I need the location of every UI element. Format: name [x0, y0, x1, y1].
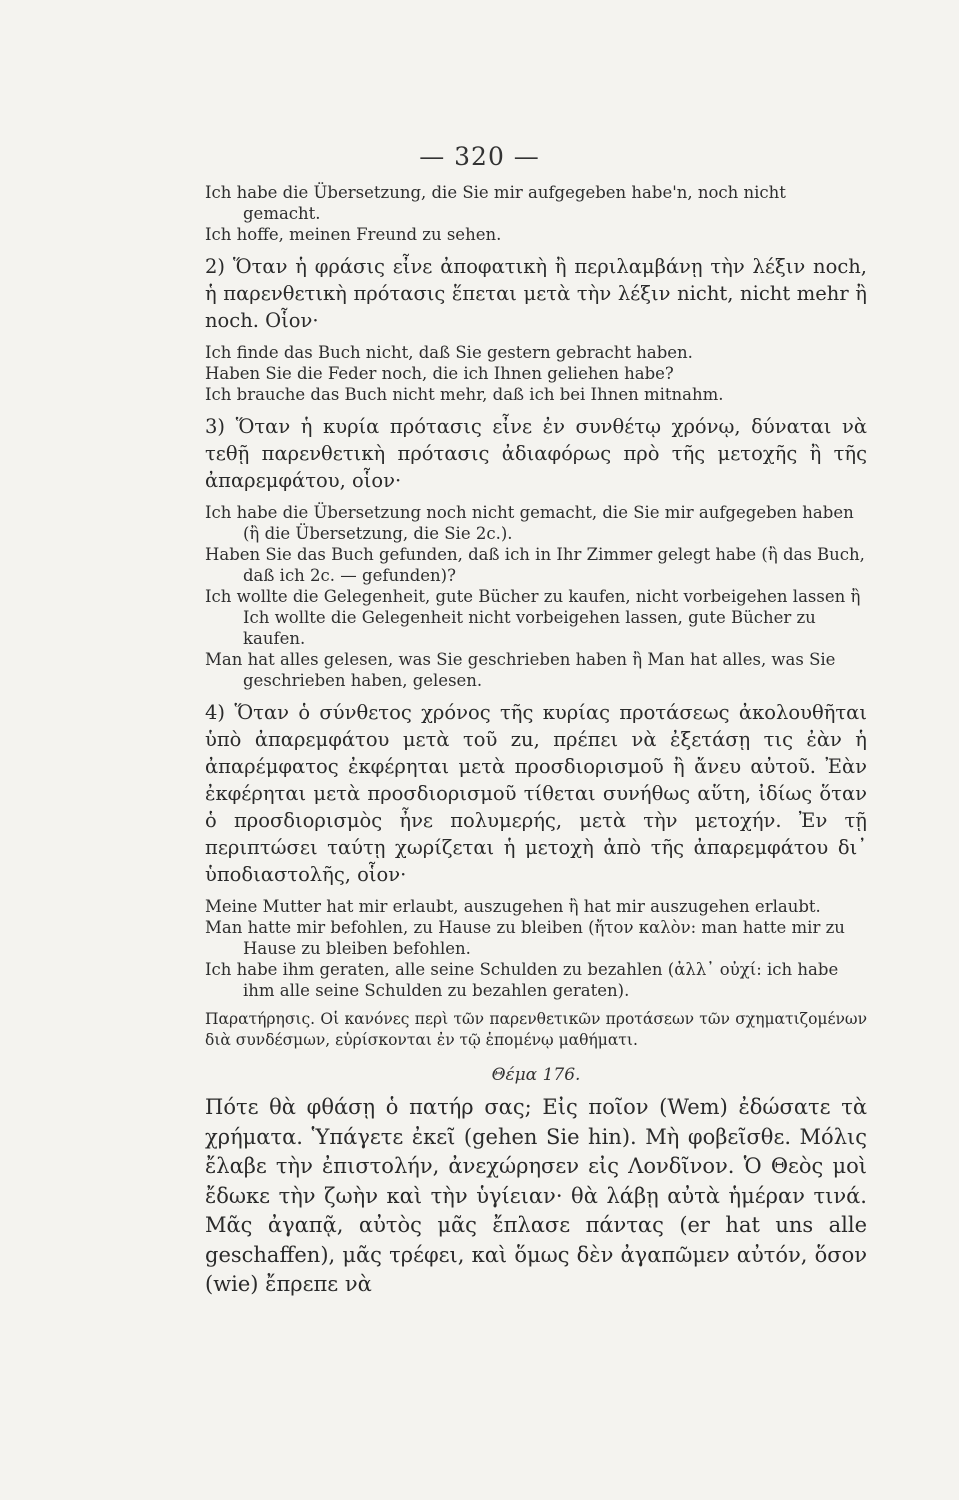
greek-rule-paragraph: 3) Ὅταν ἡ κυρία πρότασις εἶνε ἐν συνθέτῳ χρόνῳ, δύναται νὰ τεθῇ παρενθετικὴ πρότασις ἀδιαφόρως πρὸ τῆς μετοχῆς ἢ τῆς ἀπαρεμφάτου, οἷον· — [205, 415, 867, 492]
greek-rule-paragraph: 4) Ὅταν ὁ σύνθετος χρόνος τῆς κυρίας προτάσεως ἀκολουθῆται ὑπὸ ἀπαρεμφάτου μετὰ τοῦ zu, πρέπει νὰ ἐξετάσῃ τις ἐὰν ἡ ἀπαρέμφατος ἐκφέρηται μετὰ προσδιορισμοῦ ἢ ἄνευ αὐτοῦ. Ἐὰν ἐκφέρηται μετὰ προσδιορισμοῦ τίθεται συνήθως αὕτη, ἰδίως ὅταν ὁ προσδιορισμὸς ἦνε πολυμερής, μετὰ τὴν μετοχήν. Ἐν τῇ περιπτώσει ταύτῃ χωρίζεται ἡ μετοχὴ ἀπὸ τῆς ἀπαρεμφάτου δι᾽ ὑποδιαστολῆς, οἷον· — [205, 701, 867, 886]
remark-note: Παρατήρησις. Οἱ κανόνες περὶ τῶν παρενθετικῶν προτάσεων τῶν σχηματιζομένων διὰ συνδέσμων, εὑρίσκονται ἐν τῷ ἑπομένῳ μαθήματι. — [205, 1010, 867, 1049]
exercise-text: Πότε θὰ φθάσῃ ὁ πατήρ σας; Εἰς ποῖον (Wem) ἐδώσατε τὰ χρήματα. Ὑπάγετε ἐκεῖ (gehen Sie hin). Μὴ φοβεῖσθε. Μόλις ἔλαβε τὴν ἐπιστολήν, ἀνεχώρησεν εἰς Λονδῖνον. Ὁ Θεὸς μοὶ ἔδωκε τὴν ζωὴν καὶ τὴν ὑγίειαν· θὰ λάβῃ αὐτὰ ἡμέραν τινά. Μᾶς ἀγαπᾷ, αὐτὸς μᾶς ἔπλασε πάντας (er hat uns alle geschaffen), μᾶς τρέφει, καὶ ὅμως δὲν ἀγαπῶμεν αὐτόν, ὅσον (wie) ἔπρεπε νὰ — [205, 1095, 867, 1296]
german-example: Man hatte mir befohlen, zu Hause zu bleiben (ἤτον καλὸν: man hatte mir zu Hause zu bleiben befohlen. — [205, 918, 845, 958]
german-example: Meine Mutter hat mir erlaubt, auszugehen ἢ hat mir auszugehen erlaubt. — [205, 897, 821, 916]
page-body — [205, 182, 867, 1300]
german-example: Haben Sie das Buch gefunden, daß ich in Ihr Zimmer gelegt habe (ἢ das Buch, daß ich 2c. — gefunden)? — [205, 545, 865, 585]
exercise-title: Θέμα 176. — [491, 1065, 581, 1085]
greek-rule-paragraph: 2) Ὅταν ἡ φράσις εἶνε ἀποφατικὴ ἢ περιλαμβάνῃ τὴν λέξιν noch, ἡ παρενθετικὴ πρότασις ἕπεται μετὰ τὴν λέξιν nicht, nicht mehr ἢ noch. Οἷον· — [205, 255, 867, 332]
german-example: Ich habe ihm geraten, alle seine Schulden zu bezahlen (ἀλλ᾽ οὐχί: ich habe ihm alle seine Schulden zu bezahlen geraten). — [205, 960, 839, 1000]
german-example: Haben Sie die Feder noch, die ich Ihnen geliehen habe? — [205, 364, 674, 383]
german-example: Ich hoffe, meinen Freund zu sehen. — [205, 225, 502, 244]
german-example: Ich wollte die Gelegenheit, gute Bücher zu kaufen, nicht vorbeigehen lassen ἢ Ich wollte die Gelegenheit nicht vorbeigehen lassen, gute Bücher zu kaufen. — [205, 587, 861, 648]
german-example: Ich habe die Übersetzung, die Sie mir aufgegeben habe'n, noch nicht gemacht. — [205, 183, 786, 223]
german-example: Man hat alles gelesen, was Sie geschrieben haben ἢ Man hat alles, was Sie geschrieben haben, gelesen. — [205, 650, 836, 690]
page-number: — 320 — — [419, 142, 540, 171]
german-example: Ich finde das Buch nicht, daß Sie gestern gebracht haben. — [205, 343, 693, 362]
german-example: Ich habe die Übersetzung noch nicht gemacht, die Sie mir aufgegeben haben (ἢ die Übersetzung, die Sie 2c.). — [205, 503, 854, 543]
german-example: Ich brauche das Buch nicht mehr, daß ich bei Ihnen mitnahm. — [205, 385, 724, 404]
